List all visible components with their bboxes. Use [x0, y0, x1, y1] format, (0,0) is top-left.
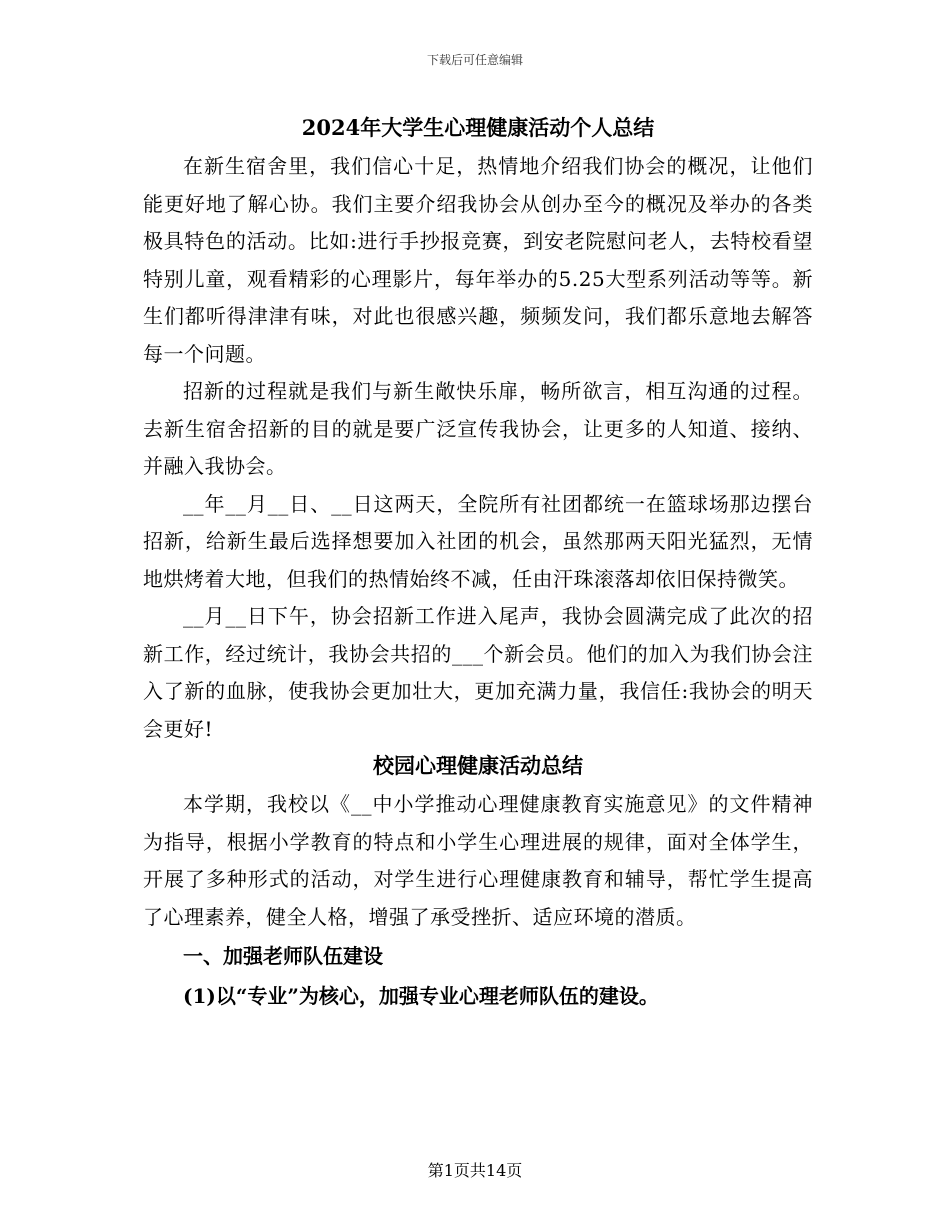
page-header-note: 下载后可任意编辑: [426, 53, 523, 67]
paragraph: __月__日下午，协会招新工作进入尾声，我协会圆满完成了此次的招新工作，经过统计，我协会共招的___个新会员。他们的加入为我们协会注入了新的血脉，使我协会更加壮大，更加充满力量，我信任:我协会的明天会更好!: [143, 604, 813, 741]
paragraph: __年__月__日、__日这两天，全院所有社团都统一在篮球场那边摆台招新，给新生最后选择想要加入社团的机会，虽然那两天阳光猛烈，无情地烘烤着大地，但我们的热情始终不减，任由汗珠滚落却依旧保持微笑。: [143, 491, 813, 591]
page-number: 第1页共14页: [427, 1161, 523, 1180]
paragraph: 在新生宿舍里，我们信心十足，热情地介绍我们协会的概况，让他们能更好地了解心协。我们主要介绍我协会从创办至今的概况及举办的各类极具特色的活动。比如:进行手抄报竞赛，到安老院慰问老人，去特校看望特别儿童，观看精彩的心理影片，每年举办的5.25大型系列活动等等。新生们都听得津津有味，对此也很感兴趣，频频发问，我们都乐意地去解答每一个问题。: [143, 154, 813, 366]
section-title: 校园心理健康活动总结: [373, 753, 583, 778]
subsection-heading: (1)以“专业”为核心，加强专业心理老师队伍的建设。: [183, 984, 659, 1008]
paragraph: 本学期，我校以《__中小学推动心理健康教育实施意见》的文件精神为指导，根据小学教育的特点和小学生心理进展的规律，面对全体学生，开展了多种形式的活动，对学生进行心理健康教育和辅导，帮忙学生提高了心理素养，健全人格，增强了承受挫折、适应环境的潜质。: [143, 792, 813, 929]
paragraph: 招新的过程就是我们与新生敞快乐扉，畅所欲言，相互沟通的过程。去新生宿舍招新的目的就是要广泛宣传我协会，让更多的人知道、接纳、并融入我协会。: [143, 379, 813, 478]
document-body: [143, 110, 813, 1016]
section-heading: 一、加强老师队伍建设: [183, 944, 383, 968]
document-title: 2024年大学生心理健康活动个人总结: [301, 115, 655, 140]
